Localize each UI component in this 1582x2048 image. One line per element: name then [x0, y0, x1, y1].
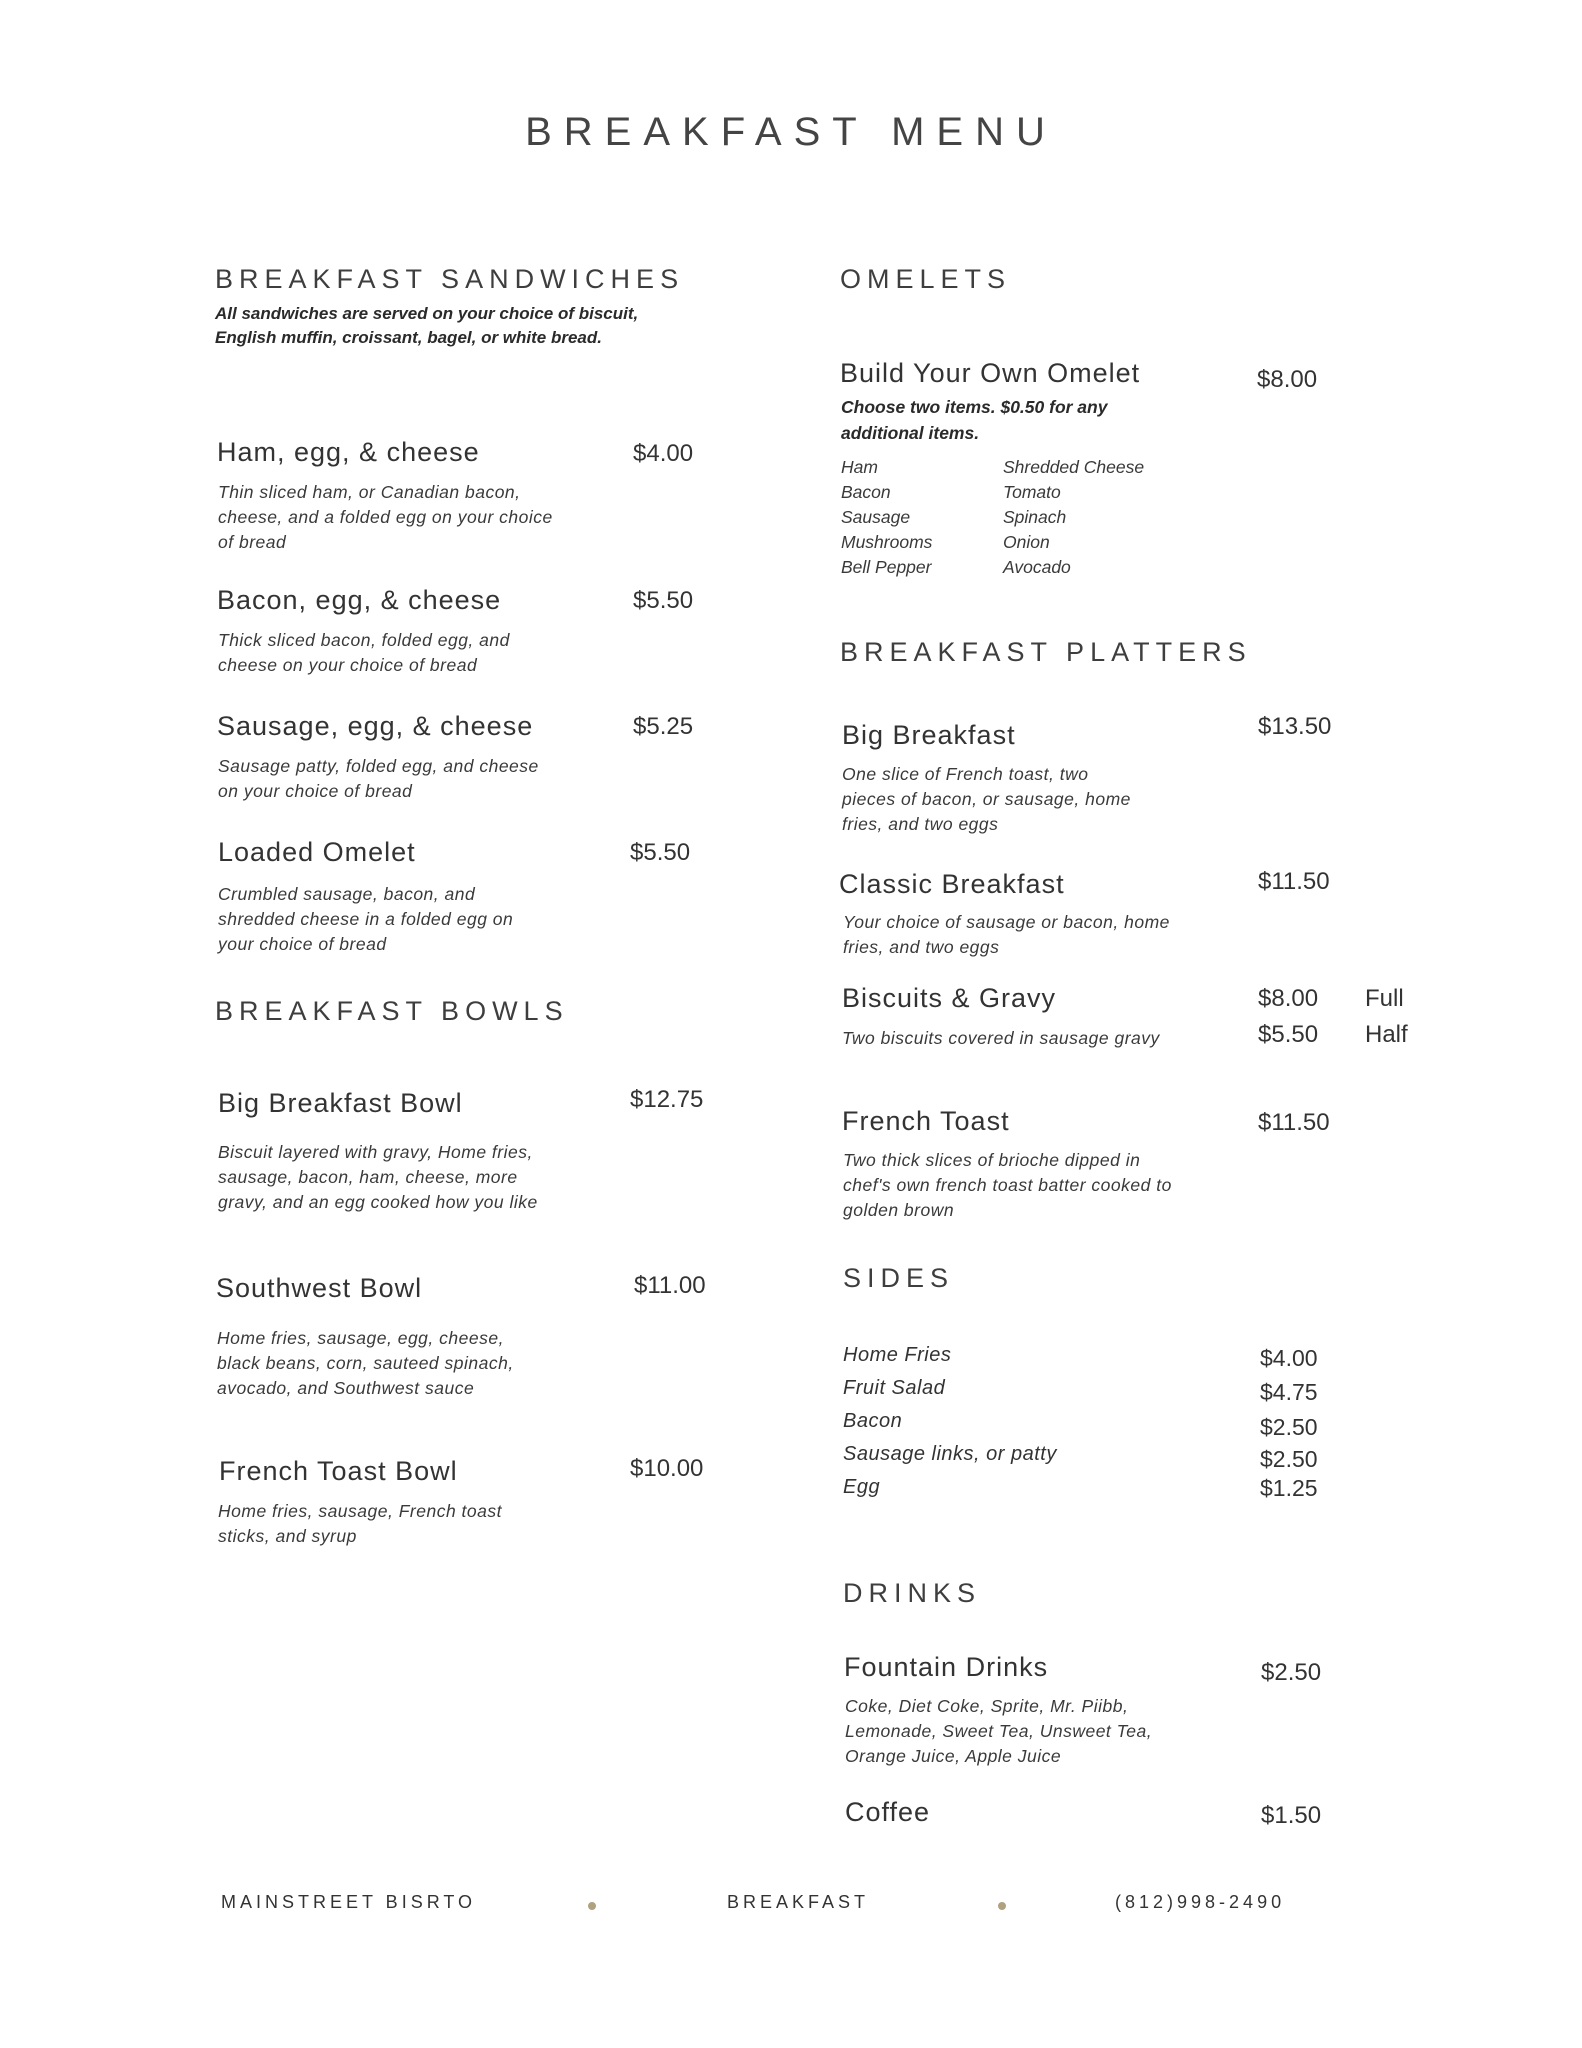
section-heading-drinks: DRINKS	[843, 1578, 982, 1608]
side-item-name: Bacon	[843, 1410, 903, 1432]
side-item-name: Sausage links, or patty	[843, 1443, 1057, 1465]
item-name: French Toast	[842, 1106, 1010, 1136]
item-name: Loaded Omelet	[218, 837, 416, 867]
side-item-price: $1.25	[1260, 1475, 1318, 1501]
item-name: French Toast Bowl	[219, 1456, 458, 1486]
side-item-price: $4.75	[1260, 1379, 1318, 1405]
item-price: $12.75	[630, 1086, 704, 1113]
option-item: Avocado	[1003, 557, 1071, 577]
footer-separator-dot	[588, 1902, 596, 1910]
side-item-name: Home Fries	[843, 1344, 952, 1366]
footer-business-name: MAINSTREET BISRTO	[221, 1892, 477, 1912]
item-size-full: Full	[1365, 985, 1404, 1012]
item-description: Two biscuits covered in sausage gravy	[842, 1028, 1160, 1048]
option-item: Spinach	[1003, 507, 1067, 527]
item-name: Coffee	[845, 1797, 931, 1827]
option-item: Bell Pepper	[841, 557, 932, 577]
item-name: Big Breakfast	[842, 720, 1016, 750]
option-item: Tomato	[1003, 482, 1061, 502]
item-size-half: Half	[1365, 1021, 1408, 1048]
item-description: Crumbled sausage, bacon, and shredded cheese in a folded egg on your choice of bread	[218, 884, 514, 954]
option-item: Shredded Cheese	[1003, 457, 1145, 477]
option-item: Ham	[841, 457, 878, 477]
item-description: Home fries, sausage, French toast sticks, and syrup	[218, 1501, 502, 1546]
omelet-options-right	[1003, 455, 1203, 580]
item-price-full: $8.00	[1258, 985, 1319, 1012]
option-item: Bacon	[841, 482, 891, 502]
footer-menu-label: BREAKFAST	[727, 1892, 870, 1912]
item-name: Ham, egg, & cheese	[217, 437, 480, 467]
item-description: One slice of French toast, two pieces of bacon, or sausage, home fries, and two eggs	[842, 764, 1131, 834]
side-item-name: Egg	[843, 1476, 881, 1498]
section-heading-platters: BREAKFAST PLATTERS	[840, 637, 1252, 667]
item-description: Sausage patty, folded egg, and cheese on your choice of bread	[218, 756, 539, 801]
item-name: Fountain Drinks	[844, 1652, 1049, 1682]
item-name: Build Your Own Omelet	[840, 358, 1141, 388]
item-price: $11.50	[1258, 868, 1330, 895]
item-description: Two thick slices of brioche dipped in chef's own french toast batter cooked to golden brown	[843, 1150, 1172, 1220]
item-name: Biscuits & Gravy	[842, 983, 1057, 1013]
item-price: $4.00	[633, 440, 694, 467]
item-price: $13.50	[1258, 713, 1332, 740]
item-name: Sausage, egg, & cheese	[217, 711, 534, 741]
item-description: Coke, Diet Coke, Sprite, Mr. Piibb, Lemonade, Sweet Tea, Unsweet Tea, Orange Juice, Apple Juice	[845, 1696, 1153, 1766]
sandwiches-note: All sandwiches are served on your choice of biscuit, English muffin, croissant, bagel, or white bread.	[215, 304, 639, 347]
section-heading-sandwiches: BREAKFAST SANDWICHES	[215, 264, 685, 294]
side-item-price: $2.50	[1260, 1446, 1318, 1472]
omelet-options-left	[841, 455, 1001, 580]
footer-phone: (812)998-2490	[1115, 1892, 1286, 1912]
item-price: $11.50	[1258, 1109, 1330, 1136]
option-item: Mushrooms	[841, 532, 933, 552]
side-item-price: $2.50	[1260, 1414, 1318, 1440]
section-heading-sides: SIDES	[843, 1263, 955, 1293]
item-price: $5.25	[633, 713, 694, 740]
item-description: Biscuit layered with gravy, Home fries, sausage, bacon, ham, cheese, more gravy, and an egg cooked how you like	[218, 1142, 538, 1212]
item-description: Home fries, sausage, egg, cheese, black beans, corn, sauteed spinach, avocado, and Southwest sauce	[217, 1328, 514, 1398]
item-price: $5.50	[633, 587, 694, 614]
item-price: $11.00	[634, 1272, 706, 1299]
section-heading-bowls: BREAKFAST BOWLS	[215, 996, 569, 1026]
item-price: $10.00	[630, 1455, 704, 1482]
page-title: BREAKFAST MENU	[525, 110, 1057, 154]
item-price: $2.50	[1261, 1659, 1322, 1686]
item-name: Big Breakfast Bowl	[218, 1088, 463, 1118]
item-price: $8.00	[1257, 366, 1318, 393]
omelet-note: Choose two items. $0.50 for any additional items.	[841, 397, 1108, 443]
item-name: Southwest Bowl	[216, 1273, 423, 1303]
item-price: $1.50	[1261, 1802, 1322, 1829]
item-name: Classic Breakfast	[839, 869, 1065, 899]
option-item: Onion	[1003, 532, 1050, 552]
option-item: Sausage	[841, 507, 911, 527]
side-item-price: $4.00	[1260, 1345, 1318, 1371]
item-description: Your choice of sausage or bacon, home fries, and two eggs	[843, 912, 1170, 957]
item-price-half: $5.50	[1258, 1021, 1319, 1048]
item-description: Thick sliced bacon, folded egg, and cheese on your choice of bread	[218, 630, 510, 675]
side-item-name: Fruit Salad	[843, 1377, 946, 1399]
item-name: Bacon, egg, & cheese	[217, 585, 502, 615]
item-description: Thin sliced ham, or Canadian bacon, cheese, and a folded egg on your choice of bread	[218, 482, 553, 552]
item-price: $5.50	[630, 839, 691, 866]
section-heading-omelets: OMELETS	[840, 264, 1012, 294]
footer-separator-dot	[998, 1902, 1006, 1910]
